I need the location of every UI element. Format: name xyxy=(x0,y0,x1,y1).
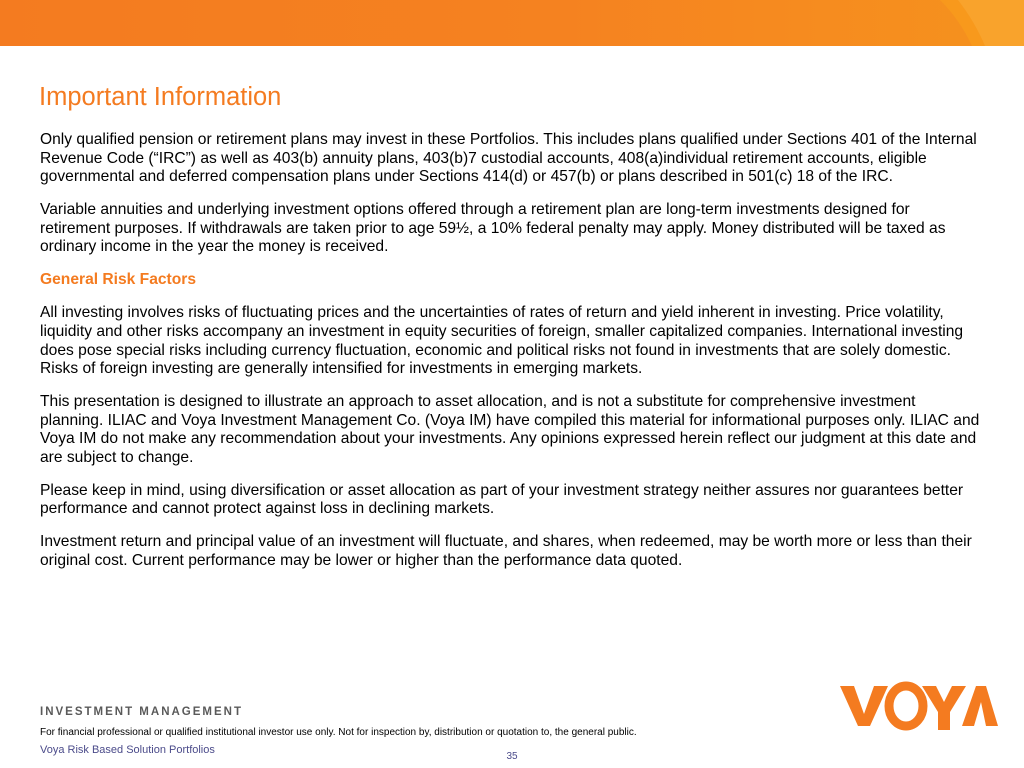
slide-title: Important Information xyxy=(39,83,282,111)
section-heading-general-risk-factors: General Risk Factors xyxy=(40,271,197,289)
paragraph-eligibility: Only qualified pension or retirement plans may invest in these Portfolios. This includes plans qualified under Sections 401 of the Internal Revenue Code (“IRC”) as well as 403(b) annuity plans, 403(b)7 custodial accounts, 408(a)individual retirement accounts, eligible governmental and deferred compensation plans under Sections 414(d) or 457(b) or plans described in 501(c) 18 of the IRC. xyxy=(40,131,977,186)
voya-logo xyxy=(838,680,998,732)
slide-content xyxy=(40,131,980,585)
investment-management-label: INVESTMENT MANAGEMENT xyxy=(40,706,243,718)
paragraph-variable-annuities: Variable annuities and underlying investment options offered through a retirement plan are long-term investments designed for retirement purposes. If withdrawals are taken prior to age 59½, a 10% federal penalty may apply. Money distributed will be taxed as ordinary income in the year the money is received. xyxy=(40,201,946,256)
logo-letter-o xyxy=(889,686,923,726)
page-number: 35 xyxy=(506,751,518,762)
paragraph-diversification: Please keep in mind, using diversification or asset allocation as part of your investment strategy neither assures nor guarantees better performance and cannot protect against loss in declining markets. xyxy=(40,481,964,518)
logo-letter-a xyxy=(962,686,998,726)
paragraph-investment-return: Investment return and principal value of an investment will fluctuate, and shares, when redeemed, may be worth more or less than their original cost. Current performance may be lower or higher than the performance data quoted. xyxy=(40,533,972,570)
logo-letter-y xyxy=(922,686,966,730)
footer-disclaimer: For financial professional or qualified institutional investor use only. Not for inspection by, distribution or quotation to, the general public. xyxy=(40,727,637,738)
footer-document-name: Voya Risk Based Solution Portfolios xyxy=(40,744,215,756)
top-banner xyxy=(0,0,1024,46)
paragraph-investing-risks: All investing involves risks of fluctuating prices and the uncertainties of rates of return and yield inherent in investing. Price volatility, liquidity and other risks accompany an investment in equity securities of foreign, smaller capitalized companies. International investing does pose special risks including currency fluctuation, economic and political risks not found in investments that are solely domestic. Risks of foreign investing are generally intensified for investments in emerging markets. xyxy=(40,304,964,378)
paragraph-presentation-purpose: This presentation is designed to illustrate an approach to asset allocation, and is not a substitute for comprehensive investment planning. ILIAC and Voya Investment Management Co. (Voya IM) have compiled this material for informational purposes only. ILIAC and Voya IM do not make any recommendation about your investments. Any opinions expressed herein reflect our judgment at this date and are subject to change. xyxy=(40,393,980,466)
banner-swoosh-decoration xyxy=(0,0,1024,46)
logo-letter-v xyxy=(840,686,888,726)
